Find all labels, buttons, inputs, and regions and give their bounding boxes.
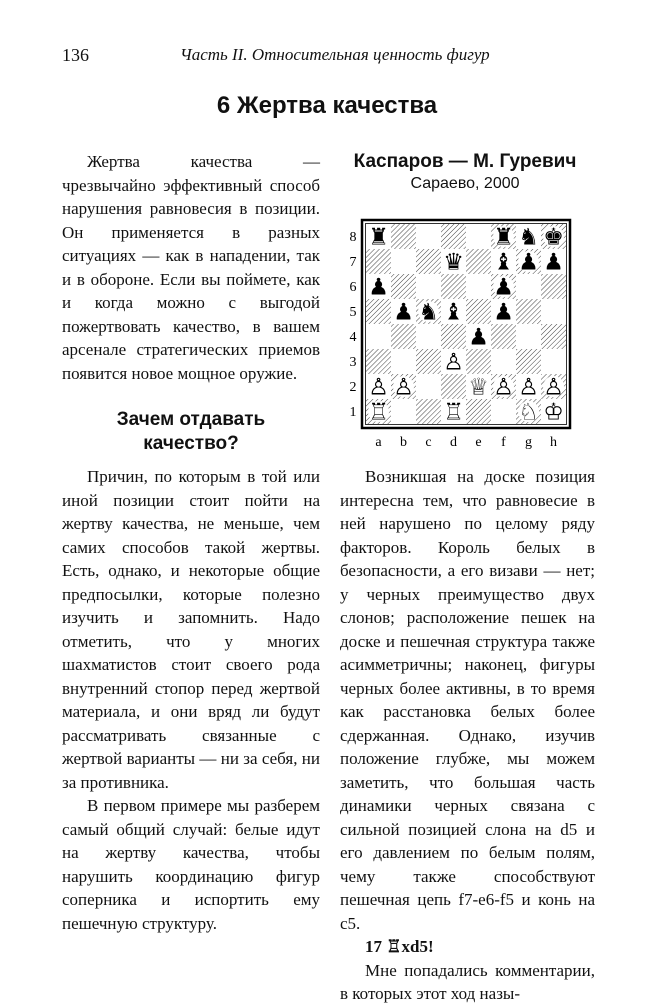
file-label: a	[375, 435, 382, 450]
chess-piece-d5: ♝	[443, 299, 464, 326]
dark-square	[441, 374, 466, 399]
dark-square	[416, 399, 441, 424]
dark-square	[466, 349, 491, 374]
dark-square	[391, 324, 416, 349]
dark-square	[391, 224, 416, 249]
chess-piece-b5: ♟	[393, 299, 414, 326]
page-number: 136	[62, 45, 89, 65]
chess-piece-h8: ♚	[543, 224, 564, 251]
light-square	[541, 299, 566, 324]
light-square	[541, 349, 566, 374]
section-paragraph-1: Причин, по которым в той или иной позиции стоит пойти на жертву качества, не меньше, чем самих способов такой жертвы. Есть, однако, и некоторые общие предпосылки, которые полезно изучить и запомнить. Надо отметить, что у многих шахматистов стоит своего рода внутренний стопор перед жертвой материала, и они вряд ли будут рассматривать связанные с жертвой варианты — ни за себя, ни за противника.	[62, 467, 320, 792]
chess-piece-g1: ♘	[518, 399, 539, 426]
intro-text: Жертва качества — чрезвычайно эффективный способ нарушения равновесия в позиции. Он применяется в разных ситуациях — как в нападении, так и в обороне. Если вы поймете, как и когда можно с выгодой пожертвовать качество, в вашем арсенале стратегических приемов появится новое мощное оружие.	[62, 152, 320, 383]
chess-piece-h2: ♙	[543, 374, 564, 401]
chess-piece-e2: ♕	[468, 374, 489, 401]
chess-piece-c5: ♞	[418, 299, 439, 326]
section-body	[62, 465, 320, 935]
light-square	[391, 349, 416, 374]
light-square	[391, 249, 416, 274]
dark-square	[416, 349, 441, 374]
section-heading	[62, 408, 320, 456]
light-square	[416, 274, 441, 299]
rank-label: 4	[349, 330, 357, 345]
dark-square	[366, 299, 391, 324]
section-heading-line1: Зачем отдавать	[116, 409, 266, 430]
dark-square	[541, 324, 566, 349]
chess-piece-b2: ♙	[393, 374, 414, 401]
chess-piece-g8: ♞	[518, 224, 539, 251]
dark-square	[441, 274, 466, 299]
dark-square	[441, 224, 466, 249]
game-players: Каспаров — М. Гуревич	[353, 151, 577, 172]
dark-square	[541, 274, 566, 299]
chess-piece-a8: ♜	[368, 224, 389, 251]
chess-piece-d7: ♛	[443, 249, 464, 276]
chess-piece-h7: ♟	[543, 249, 564, 276]
commentary-paragraph-1: Возникшая на доске позиция интересна тем, что равновесие в ней нарушено по целому ряду факторов. Король белых в безопасности, а его визави — нет; у черных преимущество двух слонов; расположение пешек на доске и пешечная структура также асимметричны; наконец, фигуры черных более активны, в то время как расстановка белых более сдержанная. Однако, изучив положение глубже, мы можем заметить, что большая часть динамики черных связана с сильной позицией слона на d5 и его давлением по белым полям, чему также способствуют пешечная цепь f7-e6-f5 и конь на c5.	[340, 467, 595, 933]
chess-piece-f6: ♟	[493, 274, 514, 301]
dark-square	[491, 324, 516, 349]
rank-label: 1	[349, 405, 357, 420]
file-label: g	[525, 435, 532, 450]
chess-piece-d1: ♖	[443, 399, 464, 426]
chess-piece-a6: ♟	[368, 274, 389, 301]
rank-label: 2	[349, 380, 357, 395]
light-square	[516, 274, 541, 299]
light-square	[416, 224, 441, 249]
chess-piece-f2: ♙	[493, 374, 514, 401]
commentary-paragraph-2: Мне попадались комментарии, в которых этот ход назы-	[340, 960, 595, 1003]
chess-piece-f7: ♝	[493, 249, 514, 276]
light-square	[491, 399, 516, 424]
section-paragraph-2: В первом примере мы разберем самый общий случай: белые идут на жертву качества, чтобы нарушить координацию фигур соперника и испортить ему пешечную структуру.	[62, 796, 320, 933]
chess-piece-a1: ♖	[368, 399, 389, 426]
game-event: Сараево, 2000	[410, 175, 520, 192]
light-square	[391, 399, 416, 424]
rank-label: 8	[349, 230, 357, 245]
file-label: b	[400, 435, 407, 450]
chess-piece-h1: ♔	[543, 399, 564, 426]
dark-square	[441, 324, 466, 349]
light-square	[491, 349, 516, 374]
file-label: e	[475, 435, 482, 450]
rank-label: 7	[349, 255, 357, 270]
dark-square	[366, 249, 391, 274]
light-square	[466, 224, 491, 249]
dark-square	[466, 299, 491, 324]
rank-label: 5	[349, 305, 357, 320]
dark-square	[466, 249, 491, 274]
light-square	[466, 274, 491, 299]
chess-diagram	[336, 213, 596, 453]
commentary	[340, 465, 595, 1006]
chess-piece-g2: ♙	[518, 374, 539, 401]
file-label: c	[425, 435, 432, 450]
dark-square	[416, 249, 441, 274]
chess-piece-g7: ♟	[518, 249, 539, 276]
chess-piece-f8: ♜	[493, 224, 514, 251]
game-header	[340, 150, 590, 194]
dark-square	[466, 399, 491, 424]
chess-piece-f5: ♟	[493, 299, 514, 326]
file-label: d	[450, 435, 457, 450]
dark-square	[366, 349, 391, 374]
move-notation: 17 ♖xd5!	[365, 937, 434, 956]
light-square	[416, 374, 441, 399]
light-square	[516, 324, 541, 349]
running-head: Часть II. Относительная ценность фигур	[180, 45, 490, 64]
section-heading-line2: качество?	[143, 433, 239, 454]
rank-label: 6	[349, 280, 357, 295]
light-square	[416, 324, 441, 349]
file-label: f	[501, 435, 506, 450]
file-label: h	[550, 435, 557, 450]
dark-square	[391, 274, 416, 299]
chess-piece-a2: ♙	[368, 374, 389, 401]
intro-paragraph	[62, 150, 320, 385]
rank-label: 3	[349, 355, 357, 370]
light-square	[366, 324, 391, 349]
chess-piece-d3: ♙	[443, 349, 464, 376]
chess-piece-e4: ♟	[468, 324, 489, 351]
dark-square	[516, 299, 541, 324]
chapter-title: 6 Жертва качества	[216, 92, 438, 119]
dark-square	[516, 349, 541, 374]
chess-board	[336, 213, 596, 453]
